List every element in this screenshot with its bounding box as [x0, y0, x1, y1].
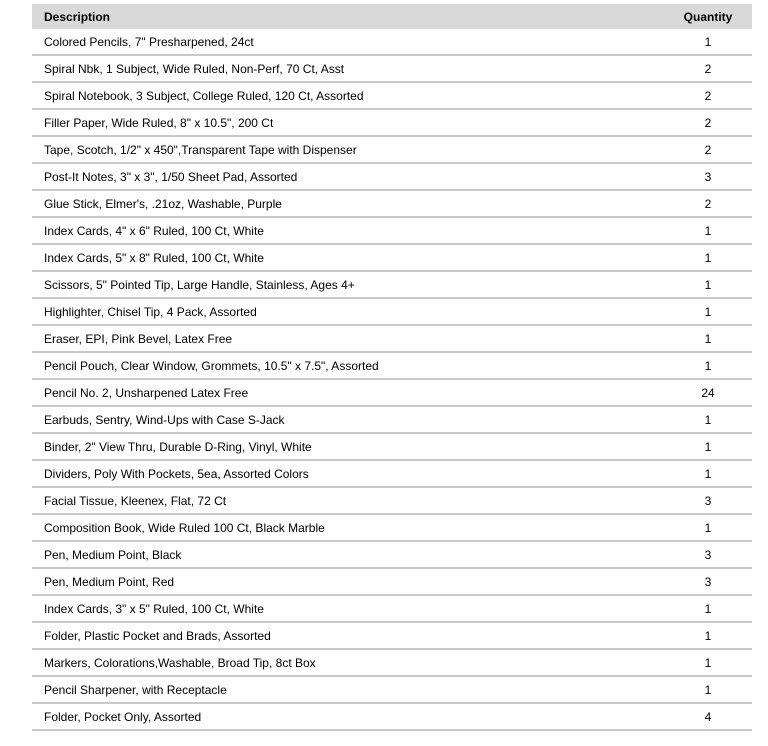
table-row	[32, 649, 752, 676]
table-body	[32, 29, 752, 730]
table-row	[32, 514, 752, 541]
item-quantity: 24	[664, 379, 752, 406]
table-row	[32, 217, 752, 244]
item-quantity: 1	[664, 352, 752, 379]
item-description: Spiral Nbk, 1 Subject, Wide Ruled, Non-Perf, 70 Ct, Asst	[32, 55, 664, 82]
item-quantity: 4	[664, 703, 752, 730]
table-row	[32, 55, 752, 82]
item-quantity: 2	[664, 190, 752, 217]
table-row	[32, 568, 752, 595]
item-description: Binder, 2" View Thru, Durable D-Ring, Vinyl, White	[32, 433, 664, 460]
table-row	[32, 595, 752, 622]
item-description: Pencil No. 2, Unsharpened Latex Free	[32, 379, 664, 406]
item-description: Glue Stick, Elmer's, .21oz, Washable, Purple	[32, 190, 664, 217]
table-row	[32, 703, 752, 730]
item-description: Facial Tissue, Kleenex, Flat, 72 Ct	[32, 487, 664, 514]
table-row	[32, 163, 752, 190]
item-description: Filler Paper, Wide Ruled, 8" x 10.5", 200 Ct	[32, 109, 664, 136]
item-description: Pencil Pouch, Clear Window, Grommets, 10.5" x 7.5", Assorted	[32, 352, 664, 379]
table-row	[32, 244, 752, 271]
item-quantity: 2	[664, 82, 752, 109]
table-row	[32, 460, 752, 487]
item-quantity: 1	[664, 406, 752, 433]
item-quantity: 1	[664, 460, 752, 487]
supply-list-table	[32, 4, 752, 731]
item-description: Scissors, 5" Pointed Tip, Large Handle, Stainless, Ages 4+	[32, 271, 664, 298]
item-description: Eraser, EPI, Pink Bevel, Latex Free	[32, 325, 664, 352]
item-description: Pen, Medium Point, Black	[32, 541, 664, 568]
table-row	[32, 487, 752, 514]
item-quantity: 3	[664, 541, 752, 568]
table-row	[32, 541, 752, 568]
table-row	[32, 271, 752, 298]
item-description: Markers, Colorations,Washable, Broad Tip, 8ct Box	[32, 649, 664, 676]
table-row	[32, 352, 752, 379]
item-quantity: 1	[664, 325, 752, 352]
item-quantity: 2	[664, 136, 752, 163]
table-row	[32, 298, 752, 325]
item-quantity: 1	[664, 622, 752, 649]
table-row	[32, 325, 752, 352]
table-row	[32, 622, 752, 649]
item-description: Pen, Medium Point, Red	[32, 568, 664, 595]
item-description: Index Cards, 4" x 6" Ruled, 100 Ct, White	[32, 217, 664, 244]
item-description: Spiral Notebook, 3 Subject, College Ruled, 120 Ct, Assorted	[32, 82, 664, 109]
item-quantity: 3	[664, 487, 752, 514]
table-header	[32, 4, 752, 29]
table-row	[32, 406, 752, 433]
item-quantity: 1	[664, 514, 752, 541]
item-description: Index Cards, 3" x 5" Ruled, 100 Ct, White	[32, 595, 664, 622]
item-quantity: 1	[664, 29, 752, 55]
item-description: Index Cards, 5" x 8" Ruled, 100 Ct, White	[32, 244, 664, 271]
item-description: Colored Pencils, 7" Presharpened, 24ct	[32, 29, 664, 55]
table-row	[32, 190, 752, 217]
table-row	[32, 29, 752, 55]
item-quantity: 1	[664, 595, 752, 622]
item-description: Composition Book, Wide Ruled 100 Ct, Black Marble	[32, 514, 664, 541]
item-description: Tape, Scotch, 1/2" x 450",Transparent Tape with Dispenser	[32, 136, 664, 163]
item-quantity: 1	[664, 433, 752, 460]
table-row	[32, 676, 752, 703]
item-quantity: 3	[664, 568, 752, 595]
item-description: Post-It Notes, 3" x 3", 1/50 Sheet Pad, Assorted	[32, 163, 664, 190]
item-description: Earbuds, Sentry, Wind-Ups with Case S-Jack	[32, 406, 664, 433]
table-row	[32, 433, 752, 460]
item-quantity: 1	[664, 244, 752, 271]
item-quantity: 3	[664, 163, 752, 190]
table-row	[32, 82, 752, 109]
item-quantity: 1	[664, 298, 752, 325]
table-row	[32, 379, 752, 406]
item-description: Dividers, Poly With Pockets, 5ea, Assorted Colors	[32, 460, 664, 487]
item-description: Folder, Plastic Pocket and Brads, Assorted	[32, 622, 664, 649]
item-quantity: 1	[664, 217, 752, 244]
header-row	[32, 4, 752, 29]
item-description: Folder, Pocket Only, Assorted	[32, 703, 664, 730]
item-quantity: 1	[664, 271, 752, 298]
item-quantity: 2	[664, 55, 752, 82]
item-quantity: 2	[664, 109, 752, 136]
item-quantity: 1	[664, 676, 752, 703]
quantity-header: Quantity	[664, 4, 752, 29]
item-description: Highlighter, Chisel Tip, 4 Pack, Assorted	[32, 298, 664, 325]
item-description: Pencil Sharpener, with Receptacle	[32, 676, 664, 703]
table-row	[32, 136, 752, 163]
description-header: Description	[32, 4, 664, 29]
table-row	[32, 109, 752, 136]
item-quantity: 1	[664, 649, 752, 676]
